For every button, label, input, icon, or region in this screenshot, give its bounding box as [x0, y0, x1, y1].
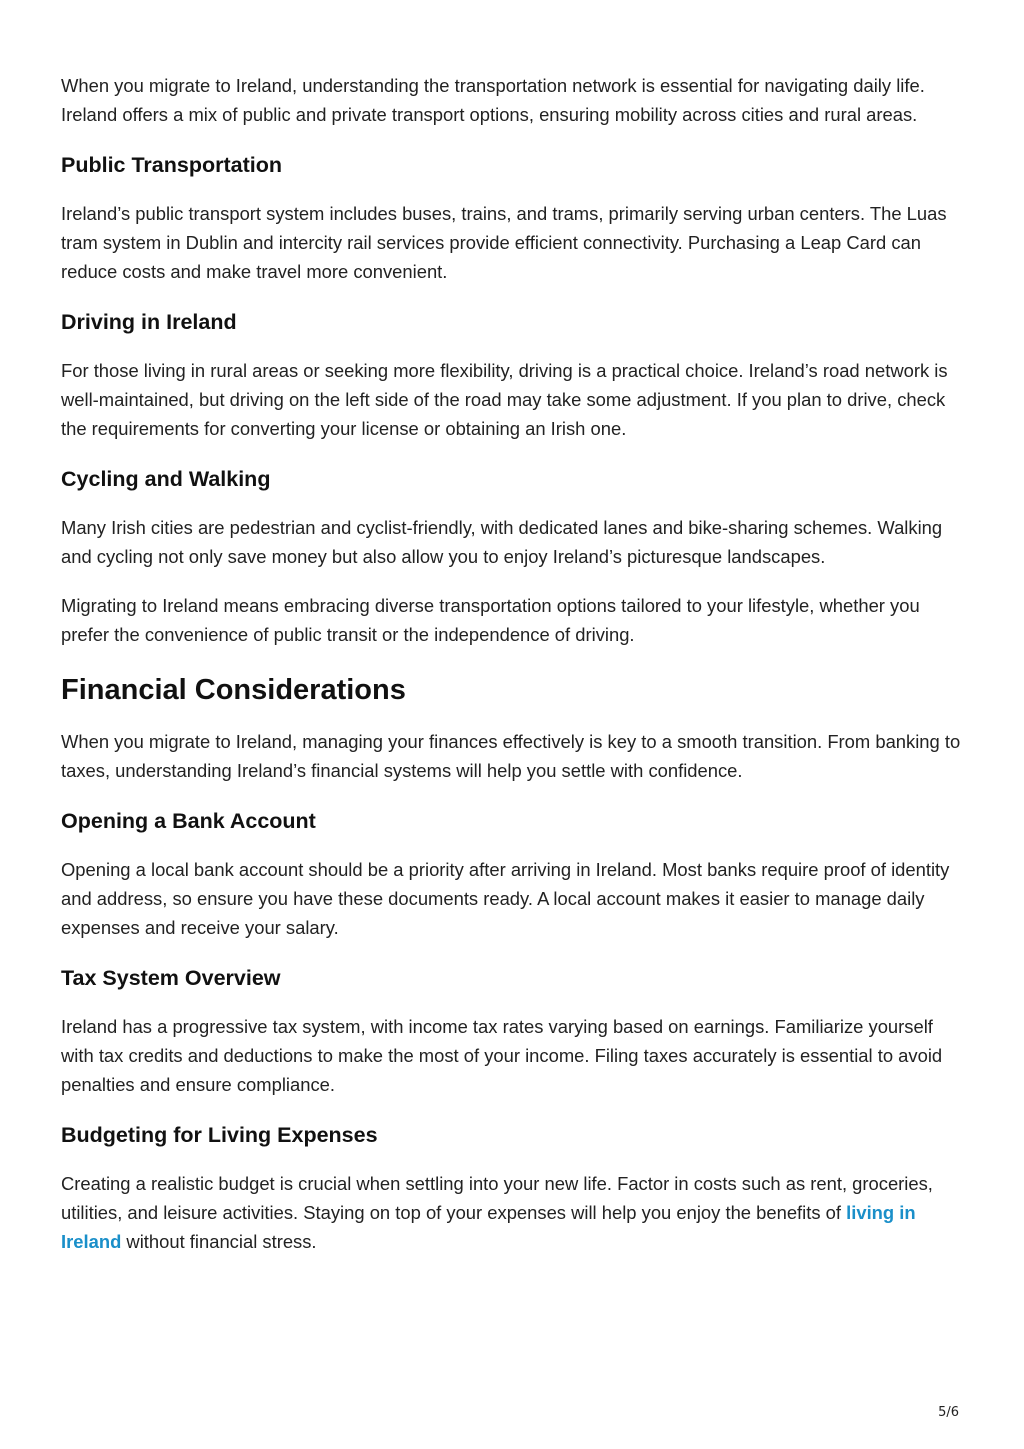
financial-intro-paragraph: When you migrate to Ireland, managing your finances effectively is key to a smooth transition. From banking to taxes, understanding Ireland’s financial systems will help you settle with confidence.	[61, 731, 961, 781]
budgeting-text-after: without financial stress.	[121, 1231, 317, 1252]
public-transportation-paragraph: Ireland’s public transport system includes buses, trains, and trams, primarily serving urban centers. The Luas tram system in Dublin and intercity rail services provide efficient connectivity. Purchasing a Leap Card can reduce costs and make travel more convenient.	[61, 203, 947, 282]
public-transportation-heading: Public Transportation	[61, 153, 282, 177]
bank-account-heading: Opening a Bank Account	[61, 809, 316, 833]
bank-account-paragraph: Opening a local bank account should be a priority after arriving in Ireland. Most banks require proof of identity and address, so ensure you have these documents ready. A local account makes it easier to manage daily expenses and receive your salary.	[61, 859, 950, 938]
financial-considerations-heading: Financial Considerations	[61, 674, 406, 706]
budgeting-paragraph	[61, 1169, 961, 1256]
page-number: 5/6	[938, 1405, 959, 1420]
tax-system-paragraph: Ireland has a progressive tax system, with income tax rates varying based on earnings. Familiarize yourself with tax credits and deductions to make the most of your income. Filing taxes accurately is essential to avoid penalties and ensure compliance.	[61, 1016, 943, 1095]
transport-conclusion-paragraph: Migrating to Ireland means embracing diverse transportation options tailored to your lifestyle, whether you prefer the convenience of public transit or the independence of driving.	[61, 595, 920, 645]
driving-heading: Driving in Ireland	[61, 310, 237, 334]
intro-paragraph: When you migrate to Ireland, understanding the transportation network is essential for navigating daily life. Ireland offers a mix of public and private transport options, ensuring mobility across cities and rural areas.	[61, 75, 925, 125]
document-page	[61, 71, 961, 1256]
cycling-heading: Cycling and Walking	[61, 467, 271, 491]
budgeting-heading: Budgeting for Living Expenses	[61, 1123, 378, 1147]
living-in-ireland-link[interactable]: living in Ireland	[61, 1202, 916, 1252]
driving-paragraph: For those living in rural areas or seeking more flexibility, driving is a practical choice. Ireland’s road network is well-maintained, but driving on the left side of the road may take some adjustment. If you plan to drive, check the requirements for converting your license or obtaining an Irish one.	[61, 360, 948, 439]
cycling-paragraph: Many Irish cities are pedestrian and cyclist-friendly, with dedicated lanes and bike-sharing schemes. Walking and cycling not only save money but also allow you to enjoy Ireland’s picturesque landscapes.	[61, 517, 943, 567]
budgeting-text-before: Creating a realistic budget is crucial when settling into your new life. Factor in costs such as rent, groceries, utilities, and leisure activities. Staying on top of your expenses will help you enjoy the benefits of	[61, 1173, 933, 1223]
tax-system-heading: Tax System Overview	[61, 966, 281, 990]
